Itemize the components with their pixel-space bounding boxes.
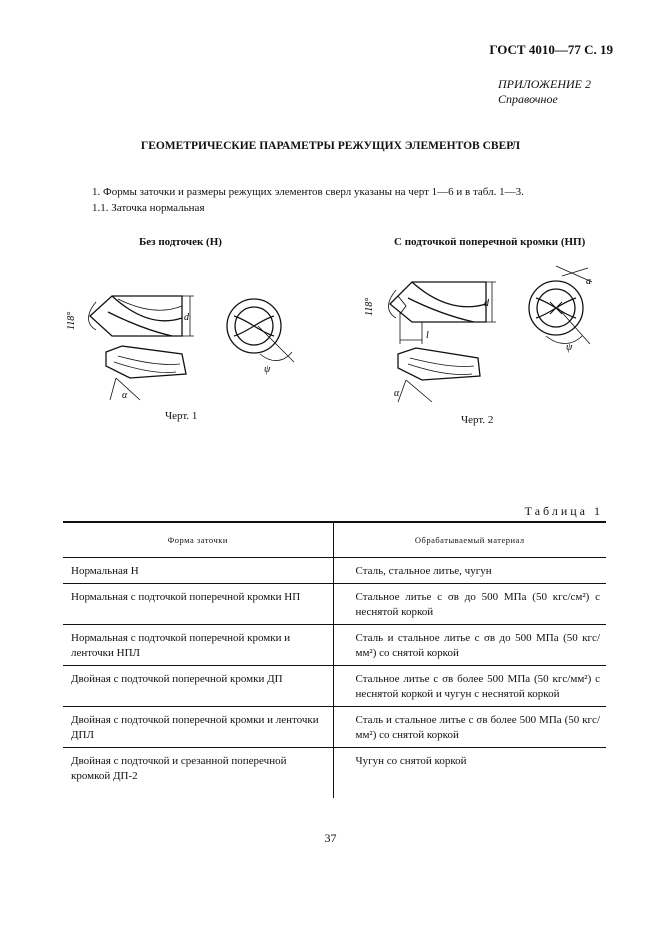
paragraph-1-1: 1.1. Заточка нормальная <box>92 202 205 214</box>
figure-2-angle-label: 118° <box>364 297 375 316</box>
table-1 <box>63 521 606 798</box>
figure-1-angle-label: 118° <box>66 311 77 330</box>
figure-2-dim-l: l <box>426 330 429 341</box>
drill-2-flute-a <box>412 282 486 307</box>
figure-2-dim-psi: ψ <box>566 342 573 353</box>
figure-2-dim-a: a <box>586 276 591 287</box>
table-cell-material: Сталь и стальное литье с σв более 500 МПа (50 кгс/мм²) со снятой коркой <box>333 707 606 748</box>
table-cell-form: Нормальная Н <box>63 558 333 584</box>
table-row <box>63 584 606 625</box>
table-cell-material: Сталь и стальное литье с σв до 500 МПа (50 кгс/мм²) со снятой коркой <box>333 625 606 666</box>
table-cell-form: Двойная с подточкой поперечной кромки и ленточки ДПЛ <box>63 707 333 748</box>
drill-2-dim-l <box>400 312 422 344</box>
table-cell-material: Сталь, стальное литье, чугун <box>333 558 606 584</box>
table-cell-form: Нормальная с подточкой поперечной кромки НП <box>63 584 333 625</box>
table-cell-material: Чугун со снятой коркой <box>355 755 467 767</box>
table-cell-form: Двойная с подточкой и срезанной поперечной кромкой ДП-2 <box>63 748 333 799</box>
drill-2-psi-arc <box>546 308 590 344</box>
table-cell-material: Стальное литье с σв до 500 МПа (50 кгс/см²) с неснятой коркой <box>333 584 606 625</box>
table-cell-form: Двойная с подточкой поперечной кромки ДП <box>63 666 333 707</box>
drill-2-body <box>390 282 486 322</box>
document-id: ГОСТ 4010—77 С. 19 <box>489 42 613 57</box>
table-row <box>63 625 606 666</box>
paragraph-1: 1. Формы заточки и размеры режущих элементов сверл указаны на черт 1—6 и в табл. 1—3. <box>92 186 524 198</box>
figure-1-dim-alpha: α <box>122 390 128 401</box>
table-cell-material: Стальное литье с σв более 500 МПа (50 кгс/мм²) с неснятой коркой и чугун с неснятой коркой <box>333 666 606 707</box>
table-title: Таблица 1 <box>524 504 603 518</box>
figure-2-caption: Черт. 2 <box>461 414 494 426</box>
table-row <box>63 748 606 799</box>
figure-1-caption: Черт. 1 <box>165 410 198 422</box>
table-header-row <box>63 522 606 558</box>
figure-1-dim-psi: ψ <box>264 364 271 375</box>
figure-1-drawing <box>62 270 312 415</box>
table-header-material: Обрабатываемый материал <box>333 522 606 558</box>
drill-1-body <box>90 296 182 336</box>
table-row <box>63 707 606 748</box>
appendix-block <box>498 77 591 107</box>
page-number: 37 <box>324 831 337 845</box>
figure-2-dim-d: d <box>484 298 489 309</box>
figure-2-drawing <box>360 262 610 412</box>
drill-1-psi-arc <box>258 326 294 362</box>
appendix-kind: Справочное <box>498 92 558 106</box>
table-header-form: Форма заточки <box>63 522 333 558</box>
figure-1-dim-d: d <box>184 312 189 323</box>
drill-1-flute-a <box>112 296 182 321</box>
table-cell-form: Нормальная с подточкой поперечной кромки и ленточки НПЛ <box>63 625 333 666</box>
table-row <box>63 558 606 584</box>
page-title: ГЕОМЕТРИЧЕСКИЕ ПАРАМЕТРЫ РЕЖУЩИХ ЭЛЕМЕНТОВ СВЕРЛ <box>140 140 521 152</box>
drill-2-alpha-lines <box>398 380 432 402</box>
appendix-label: ПРИЛОЖЕНИЕ 2 <box>498 77 591 91</box>
figure-2-title: С подточкой поперечной кромки (НП) <box>394 236 586 248</box>
figure-2-dim-alpha: α <box>394 388 400 399</box>
figure-1-title: Без подточек (Н) <box>139 236 222 248</box>
table-row <box>63 666 606 707</box>
